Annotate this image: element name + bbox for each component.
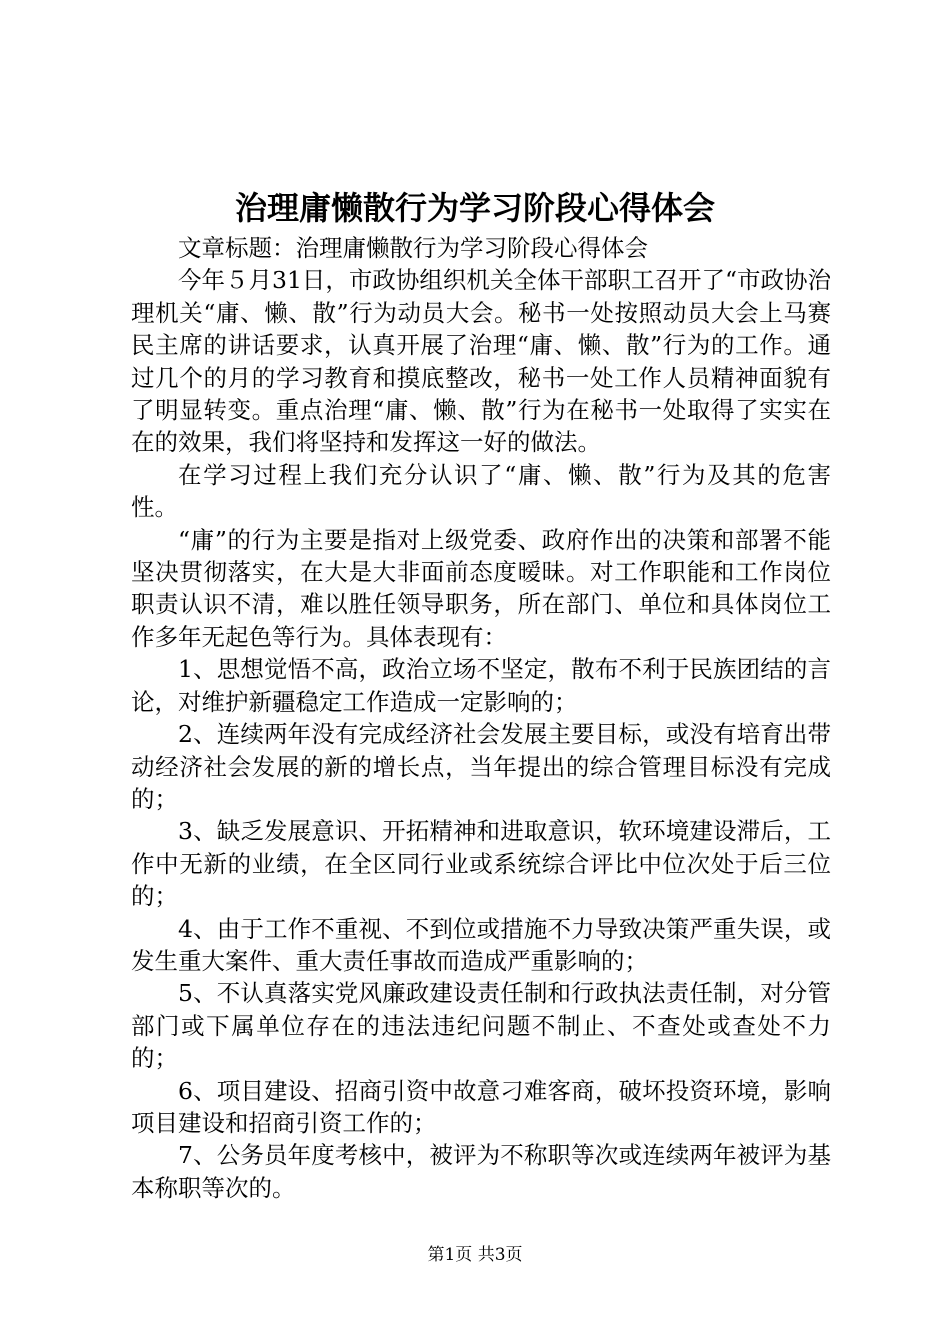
paragraph-item-6: 6、项目建设、招商引资中故意刁难客商，破坏投资环境，影响项目建设和招商引资工作的； — [131, 1076, 831, 1137]
paragraph-item-1: 1、思想觉悟不高，政治立场不坚定，散布不利于民族团结的言论，对维护新疆稳定工作造成一定影响的； — [131, 655, 831, 716]
page-footer: 第1页 共3页 — [427, 1245, 523, 1265]
paragraph-item-5: 5、不认真落实党风廉政建设责任制和行政执法责任制，对分管部门或下属单位存在的违法违纪问题不制止、不查处或查处不力的； — [131, 979, 831, 1073]
paragraph-intro: 今年５月31日，市政协组织机关全体干部职工召开了“市政协治理机关“庸、懒、散”行为动员大会。秘书一处按照动员大会上马赛民主席的讲话要求，认真开展了治理“庸、懒、散”行为的工作。通过几个的月的学习教育和摸底整改，秘书一处工作人员精神面貌有了明显转变。重点治理“庸、懒、散”行为在秘书一处取得了实实在在的效果，我们将坚持和发挥这一好的做法。 — [131, 266, 831, 457]
paragraph-item-3: 3、缺乏发展意识、开拓精神和进取意识，软环境建设滞后，工作中无新的业绩，在全区同行业或系统综合评比中位次处于后三位的； — [131, 817, 831, 911]
document-body — [131, 232, 831, 1204]
document-title: 治理庸懒散行为学习阶段心得体会 — [234, 189, 715, 227]
paragraph-item-2: 2、连续两年没有完成经济社会发展主要目标，或没有培育出带动经济社会发展的新的增长点，当年提出的综合管理目标没有完成的； — [131, 720, 831, 813]
paragraph-yong-definition: “庸”的行为主要是指对上级党委、政府作出的决策和部署不能坚决贯彻落实，在大是大非面前态度暧昧。对工作职能和工作岗位职责认识不清，难以胜任领导职务，所在部门、单位和具体岗位工作多年无起色等行为。具体表现有： — [131, 525, 831, 651]
paragraph-article-heading: 文章标题：治理庸懒散行为学习阶段心得体会 — [178, 234, 648, 262]
paragraph-awareness: 在学习过程上我们充分认识了“庸、懒、散”行为及其的危害性。 — [131, 460, 831, 522]
paragraph-item-4: 4、由于工作不重视、不到位或措施不力导致决策严重失误，或发生重大案件、重大责任事故而造成严重影响的； — [131, 914, 831, 975]
paragraph-item-7: 7、公务员年度考核中，被评为不称职等次或连续两年被评为基本称职等次的。 — [131, 1141, 831, 1202]
